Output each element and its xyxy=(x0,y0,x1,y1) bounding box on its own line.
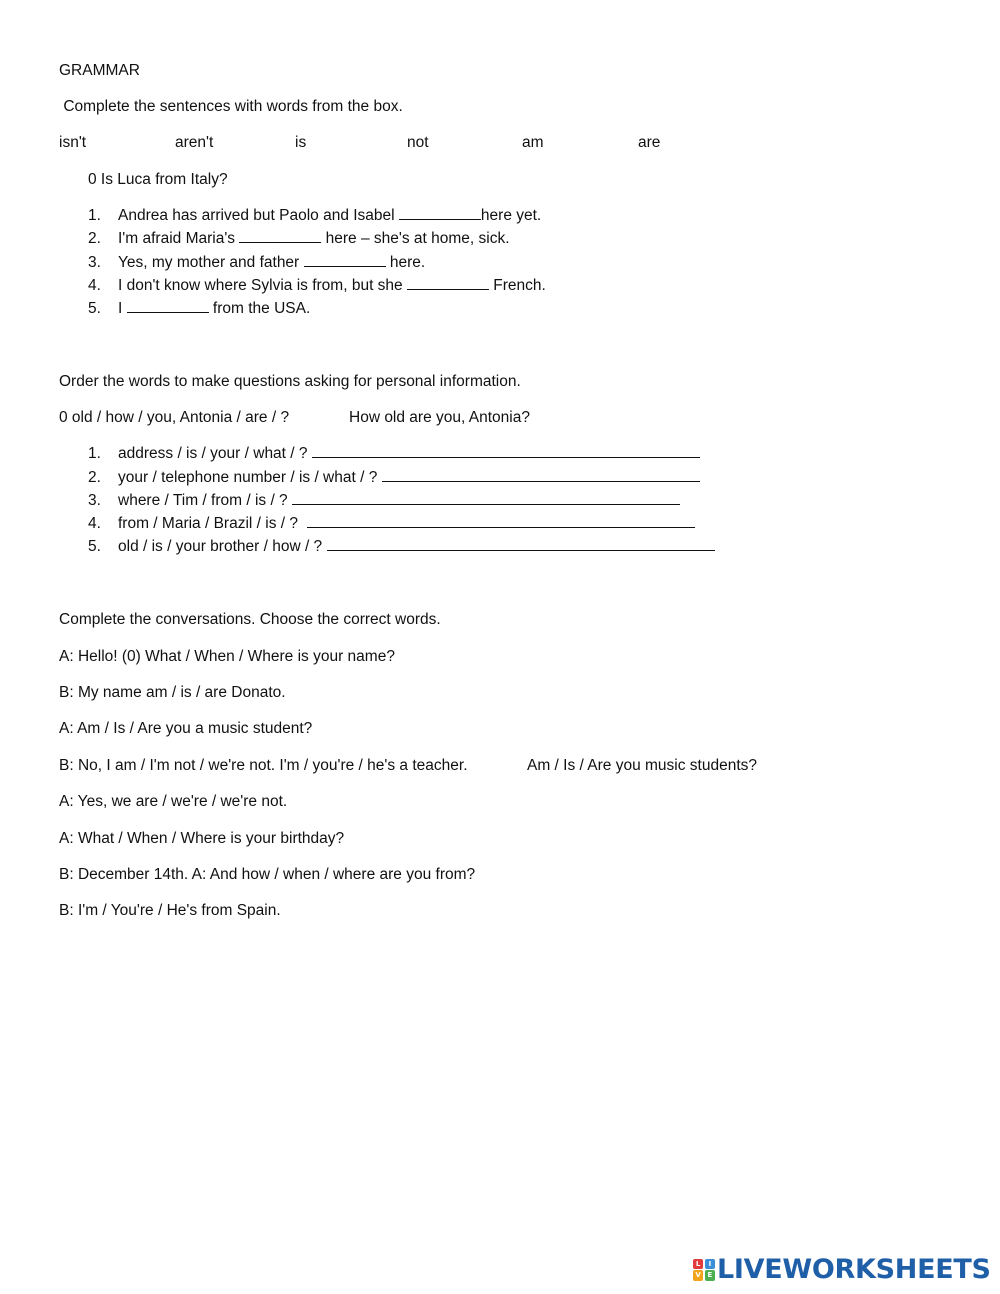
item-number: 4. xyxy=(88,515,101,532)
item-number: 2. xyxy=(88,469,101,486)
logo-mark-letter: E xyxy=(705,1270,715,1280)
section2-example-answer: How old are you, Antonia? xyxy=(349,409,530,426)
conversation-line: A: What / When / Where is your birthday? xyxy=(59,830,345,847)
item-text: I'm afraid Maria's here – she's at home, sick. xyxy=(118,230,510,247)
liveworksheets-logo[interactable] xyxy=(693,1254,991,1285)
answer-blank[interactable] xyxy=(312,445,700,458)
answer-blank[interactable] xyxy=(239,230,321,243)
item-text: I don't know where Sylvia is from, but she French. xyxy=(118,277,546,294)
item-text: from / Maria / Brazil / is / ? xyxy=(118,514,695,534)
logo-mark-letter: V xyxy=(693,1270,703,1280)
conversation-line: B: December 14th. A: And how / when / where are you from? xyxy=(59,866,476,883)
item-text: Andrea has arrived but Paolo and Isabel here yet. xyxy=(118,207,542,224)
logo-mark-letter: L xyxy=(693,1259,703,1269)
answer-blank[interactable] xyxy=(399,207,481,220)
item-number: 3. xyxy=(88,254,101,271)
conversation-line: B: I'm / You're / He's from Spain. xyxy=(59,902,281,919)
answer-blank[interactable] xyxy=(307,515,695,528)
conversation-line: B: My name am / is / are Donato. xyxy=(59,684,286,701)
box-word-is: is xyxy=(295,134,307,151)
item-text: where / Tim / from / is / ? xyxy=(118,491,680,511)
item-number: 5. xyxy=(88,300,101,317)
section2-instruction: Order the words to make questions asking for personal information. xyxy=(59,373,521,390)
item-number: 3. xyxy=(88,492,101,509)
item-text: Yes, my mother and father here. xyxy=(118,254,426,271)
answer-blank[interactable] xyxy=(304,254,386,267)
item-text: old / is / your brother / how / ? xyxy=(118,537,715,557)
item-number: 4. xyxy=(88,277,101,294)
section2-example-prompt: 0 old / how / you, Antonia / are / ? xyxy=(59,409,290,426)
box-word-isnt: isn't xyxy=(59,134,87,151)
item-number: 5. xyxy=(88,538,101,555)
conversation-line: A: Yes, we are / we're / we're not. xyxy=(59,793,288,810)
item-text: address / is / your / what / ? xyxy=(118,444,700,464)
item-text: I from the USA. xyxy=(118,300,311,317)
conversation-line: A: Am / Is / Are you a music student? xyxy=(59,720,313,737)
answer-blank[interactable] xyxy=(127,300,209,313)
section1-instruction: Complete the sentences with words from the box. xyxy=(63,98,403,115)
answer-blank[interactable] xyxy=(292,492,680,505)
box-word-are: are xyxy=(638,134,661,151)
box-word-am: am xyxy=(522,134,544,151)
answer-blank[interactable] xyxy=(382,469,700,482)
conversation-line: B: No, I am / I'm not / we're not. I'm / you're / he's a teacher. xyxy=(59,757,468,774)
logo-mark-icon xyxy=(693,1259,715,1281)
section3-instruction: Complete the conversations. Choose the correct words. xyxy=(59,611,441,628)
item-number: 1. xyxy=(88,207,101,224)
logo-mark-letter: I xyxy=(705,1259,715,1269)
item-text: your / telephone number / is / what / ? xyxy=(118,468,700,488)
conversation-line: A: Hello! (0) What / When / Where is your name? xyxy=(59,648,395,665)
section1-heading: GRAMMAR xyxy=(59,62,140,79)
answer-blank[interactable] xyxy=(407,277,489,290)
box-word-arent: aren't xyxy=(175,134,214,151)
conversation-line-extra: Am / Is / Are you music students? xyxy=(527,757,758,774)
box-word-not: not xyxy=(407,134,429,151)
section1-example: 0 Is Luca from Italy? xyxy=(88,171,228,188)
logo-text: LIVEWORKSHEETS xyxy=(717,1254,991,1285)
answer-blank[interactable] xyxy=(327,538,715,551)
item-number: 2. xyxy=(88,230,101,247)
item-number: 1. xyxy=(88,445,101,462)
